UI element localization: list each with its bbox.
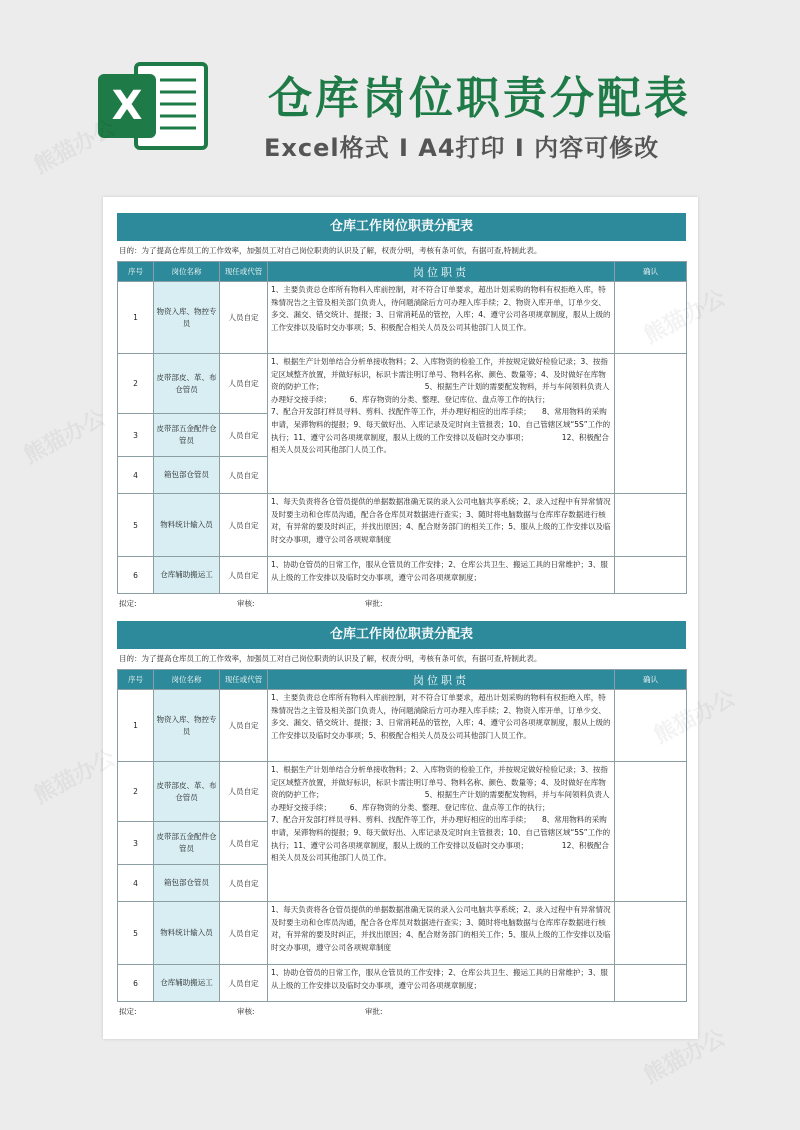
- sign-draft-label: 拟定:: [119, 1007, 137, 1016]
- table-title: 仓库工作岗位职责分配表: [117, 621, 686, 649]
- sign-review-label: 审核:: [237, 1007, 255, 1016]
- duty-table: [117, 261, 687, 594]
- row-position: 仓库辅助搬运工: [154, 965, 220, 1002]
- purpose-text: 目的：为了提高仓库员工的工作效率，加强员工对自己岗位职责的认识及了解，权责分明，考核有条可依，有据可查,特制此表。: [119, 654, 542, 663]
- table-row: [118, 762, 687, 822]
- banner-subtitle: Excel格式 I A4打印 I 内容可修改: [264, 134, 660, 162]
- row-confirm[interactable]: [615, 494, 687, 557]
- row-position: 物料统计输入员: [154, 902, 220, 965]
- sign-approve-label: 审批:: [365, 1007, 383, 1016]
- row-confirm[interactable]: [615, 690, 687, 762]
- purpose-text: 目的：为了提高仓库员工的工作效率，加强员工对自己岗位职责的认识及了解，权责分明，考核有条可依，有据可查,特制此表。: [119, 246, 542, 255]
- row-no: 3: [118, 822, 154, 865]
- sign-approve-label: 审批:: [365, 599, 383, 608]
- row-position: 皮带部五金配件仓管员: [154, 414, 220, 457]
- row-current: 人员自定: [220, 690, 268, 762]
- row-no: 6: [118, 557, 154, 594]
- row-duty: 1、主要负责总仓库所有物料入库前控制，对不符合订单要求，超出计划采购的物料有权拒绝入库，特殊情况告之主管及相关部门负责人，待问题淌除后方可办理入库手续；2、物资入库开单，订单少交、多交、漏交、错交统计、提报；3、日常消耗品的管控，入库；4、遵守公司各项规章制度，服从上级的工作安排以及临时交办事项；5、积极配合相关人员及公司其他部门人员工作。: [268, 690, 615, 762]
- row-current: 人员自定: [220, 457, 268, 494]
- header-no: 序号: [118, 670, 154, 690]
- excel-logo-icon: [98, 58, 210, 154]
- header-duty: 岗位职责: [268, 262, 615, 282]
- watermark: 熊猫办公: [640, 1025, 730, 1089]
- row-no: 6: [118, 965, 154, 1002]
- duty-table: [117, 669, 687, 1002]
- row-no: 1: [118, 690, 154, 762]
- row-current: 人员自定: [220, 762, 268, 822]
- row-current: 人员自定: [220, 414, 268, 457]
- row-position: 皮带部皮、革、布仓管员: [154, 762, 220, 822]
- watermark: 熊猫办公: [30, 115, 120, 179]
- header-name: 岗位名称: [154, 670, 220, 690]
- row-current: 人员自定: [220, 822, 268, 865]
- header-confirm: 确认: [615, 670, 687, 690]
- row-confirm[interactable]: [615, 762, 687, 902]
- table-row: [118, 965, 687, 1002]
- table-row: [118, 494, 687, 557]
- document-sheet: [103, 197, 698, 1039]
- row-current: 人员自定: [220, 282, 268, 354]
- banner-title: 仓库岗位职责分配表: [268, 73, 691, 124]
- row-position: 皮带部皮、革、布仓管员: [154, 354, 220, 414]
- sign-draft-label: 拟定:: [119, 599, 137, 608]
- table-row: [118, 690, 687, 762]
- header-row: [118, 670, 687, 690]
- signature-row: [117, 594, 686, 612]
- header-confirm: 确认: [615, 262, 687, 282]
- row-current: 人员自定: [220, 494, 268, 557]
- row-no: 2: [118, 354, 154, 414]
- row-position: 仓库辅助搬运工: [154, 557, 220, 594]
- table-row: [118, 354, 687, 414]
- table-row: [118, 557, 687, 594]
- row-current: 人员自定: [220, 902, 268, 965]
- row-duty: 1、协助仓管员的日常工作，服从仓管员的工作安排；2、仓库公共卫生、搬运工具的日常维护；3、服从上级的工作安排以及临时交办事项，遵守公司各项规章制度；: [268, 965, 615, 1002]
- row-no: 2: [118, 762, 154, 822]
- row-position: 物料统计输入员: [154, 494, 220, 557]
- row-confirm[interactable]: [615, 965, 687, 1002]
- sign-review-label: 审核:: [237, 599, 255, 608]
- row-current: 人员自定: [220, 865, 268, 902]
- header-name: 岗位名称: [154, 262, 220, 282]
- table-row: [118, 282, 687, 354]
- row-confirm[interactable]: [615, 902, 687, 965]
- watermark: 熊猫办公: [30, 745, 120, 809]
- row-duty-merged: 1、根据生产计划单结合分析单接收物料；2、入库物资的检验工作，并按规定做好检验记录；3、按指定区域整齐放置，并做好标识，标识卡需注明订单号、物料名称、颜色、数量等；4、及时做好在库物资的防护工作； 5、根据生产计划的需要配发物料，并与车间领料负责人办理好交接手续； 6、库存物资的分类、整理、登记库位、盘点等工作的执行； 7、配合开发部打样员寻料、剪料、找配件等工作，并办理好相应的出库手续； 8、常用物料的采购申请，呆滞物料的提报；9、每天做好出、入库记录及定时向主管报表；10、自己管辖区域“5S”工作的执行；11、遵守公司各项规章制度，服从上级的工作安排以及临时交办事项； 12、积极配合相关人员及公司其他部门人员工作。: [268, 762, 615, 902]
- table-block-2: [117, 621, 686, 1020]
- row-no: 1: [118, 282, 154, 354]
- row-confirm[interactable]: [615, 282, 687, 354]
- row-no: 5: [118, 494, 154, 557]
- table-row: [118, 902, 687, 965]
- row-duty: 1、协助仓管员的日常工作，服从仓管员的工作安排；2、仓库公共卫生、搬运工具的日常维护；3、服从上级的工作安排以及临时交办事项，遵守公司各项规章制度；: [268, 557, 615, 594]
- table-title: 仓库工作岗位职责分配表: [117, 213, 686, 241]
- header-current: 现任或代管: [220, 670, 268, 690]
- row-current: 人员自定: [220, 965, 268, 1002]
- row-confirm[interactable]: [615, 354, 687, 494]
- row-position: 物资入库、物控专员: [154, 690, 220, 762]
- header-row: [118, 262, 687, 282]
- row-position: 箱包部仓管员: [154, 865, 220, 902]
- row-position: 箱包部仓管员: [154, 457, 220, 494]
- row-no: 3: [118, 414, 154, 457]
- header-current: 现任或代管: [220, 262, 268, 282]
- row-no: 4: [118, 865, 154, 902]
- row-current: 人员自定: [220, 354, 268, 414]
- header-duty: 岗位职责: [268, 670, 615, 690]
- row-no: 4: [118, 457, 154, 494]
- row-duty: 1、主要负责总仓库所有物料入库前控制，对不符合订单要求，超出计划采购的物料有权拒绝入库，特殊情况告之主管及相关部门负责人，待问题淌除后方可办理入库手续；2、物资入库开单，订单少交、多交、漏交、错交统计、提报；3、日常消耗品的管控，入库；4、遵守公司各项规章制度，服从上级的工作安排以及临时交办事项；5、积极配合相关人员及公司其他部门人员工作。: [268, 282, 615, 354]
- signature-row: [117, 1002, 686, 1020]
- table-block-1: [117, 213, 686, 612]
- row-confirm[interactable]: [615, 557, 687, 594]
- excel-logo-letter: X: [111, 83, 143, 129]
- banner: [0, 0, 800, 195]
- row-position: 皮带部五金配件仓管员: [154, 822, 220, 865]
- row-duty-merged: 1、根据生产计划单结合分析单接收物料；2、入库物资的检验工作，并按规定做好检验记录；3、按指定区域整齐放置，并做好标识，标识卡需注明订单号、物料名称、颜色、数量等；4、及时做好在库物资的防护工作； 5、根据生产计划的需要配发物料，并与车间领料负责人办理好交接手续； 6、库存物资的分类、整理、登记库位、盘点等工作的执行； 7、配合开发部打样员寻料、剪料、找配件等工作，并办理好相应的出库手续； 8、常用物料的采购申请，呆滞物料的提报；9、每天做好出、入库记录及定时向主管报表；10、自己管辖区域“5S”工作的执行；11、遵守公司各项规章制度，服从上级的工作安排以及临时交办事项； 12、积极配合相关人员及公司其他部门人员工作。: [268, 354, 615, 494]
- row-duty: 1、每天负责将各仓管员提供的单据数据准确无误的录入公司电脑共享系统；2、录入过程中有异常情况及时要主动和仓库员沟通，配合各仓库员对数据进行查实；3、随时将电脑数据与仓库库存数据进行核对，有异常的要及时纠正，并找出原因；4、配合财务部门的相关工作；5、服从上级的工作安排以及临时交办事项，遵守公司各项规章制度: [268, 494, 615, 557]
- watermark: 熊猫办公: [20, 405, 110, 469]
- row-position: 物资入库、物控专员: [154, 282, 220, 354]
- row-no: 5: [118, 902, 154, 965]
- row-current: 人员自定: [220, 557, 268, 594]
- row-duty: 1、每天负责将各仓管员提供的单据数据准确无误的录入公司电脑共享系统；2、录入过程中有异常情况及时要主动和仓库员沟通，配合各仓库员对数据进行查实；3、随时将电脑数据与仓库库存数据进行核对，有异常的要及时纠正，并找出原因；4、配合财务部门的相关工作；5、服从上级的工作安排以及临时交办事项，遵守公司各项规章制度: [268, 902, 615, 965]
- header-no: 序号: [118, 262, 154, 282]
